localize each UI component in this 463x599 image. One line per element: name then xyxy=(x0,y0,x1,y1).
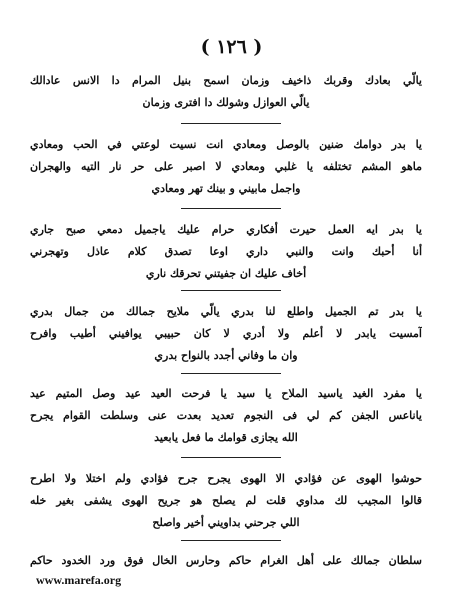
stanza-7 xyxy=(30,550,422,572)
stanza-3 xyxy=(30,219,422,285)
page-number: ( ١٢٦ ) xyxy=(200,36,263,58)
divider xyxy=(181,457,281,458)
divider xyxy=(181,290,281,291)
divider xyxy=(181,123,281,124)
verse-line: قالوا المجيب لك مداوي قلت لم يصلح هو جريح الهوى يشفى بغير خله xyxy=(30,494,422,507)
verse-line: يالّي العوازل وشولك دا افترى وزمان xyxy=(142,96,310,109)
verse-line: وان ما وفاني أجدد بالنواح بدري xyxy=(154,349,298,362)
stanza-2 xyxy=(30,134,422,200)
verse-line: يا بدر ايه العمل حيرت أفكاري حرام عليك ياجميل دمعي صبح جاري xyxy=(30,223,422,236)
verse-line: الله يجازى قوامك ما فعل يابعيد xyxy=(154,431,298,444)
divider xyxy=(181,208,281,209)
stanza-4 xyxy=(30,301,422,367)
verse-line: واجمل مابيني و بينك تهر ومعادي xyxy=(151,182,301,195)
verse-line: يالّي بعادك وقربك ذاخيف وزمان اسمح بنيل المرام دا الانس عادالك xyxy=(30,74,422,87)
stanza-5 xyxy=(30,383,422,449)
stanza-1 xyxy=(30,70,422,114)
verse-line: يا بدر تم الجميل واطلع لنا بدري يالّي ملايح جمالك من جمال بدري xyxy=(30,305,422,318)
verse-line: ماهو المشم تختلفه يا غلبي ومعادي لا اصبر على حر نار التيه والهجران xyxy=(30,160,422,173)
stanza-6 xyxy=(30,468,422,534)
verse-line: أنا أحبك وانت والنبي داري اوعا تصدق كلام عاذل وتهجرني xyxy=(30,245,422,258)
verse-line: يا بدر دوامك ضنين بالوصل ومعادي انت نسيت لوعتي في الحب ومعادي xyxy=(30,138,422,151)
verse-line: ياناعس الجفن كم لي فى النجوم تعديد بعدت عنى وسلطت القوام يجرح xyxy=(30,409,422,422)
divider xyxy=(181,540,281,541)
verse-line: أخاف عليك ان جفيتني تحرقك ناري xyxy=(145,267,307,280)
divider xyxy=(181,373,281,374)
verse-line: اللي جرحني بداويني أخير واصلح xyxy=(152,516,300,529)
verse-line: سلطان جمالك على أهل الغرام حاكم وحارس الخال فوق ورد الخدود حاكم xyxy=(30,554,422,567)
verse-line: آمسيت يابدر لا أعلم ولا أدري لا كان حبيبي يوافيني أطيب وافرح xyxy=(30,327,422,340)
verse-line: حوشوا الهوى عن فؤادي الا الهوى يجرح جرح فؤادي ولم اختلا ولا اطرح xyxy=(30,472,422,485)
verse-line: يا مفرد الغيد ياسيد الملاح يا سيد يا فرحت العيد عيد وصل المتيم عيد xyxy=(30,387,422,400)
watermark: www.marefa.org xyxy=(36,573,122,587)
